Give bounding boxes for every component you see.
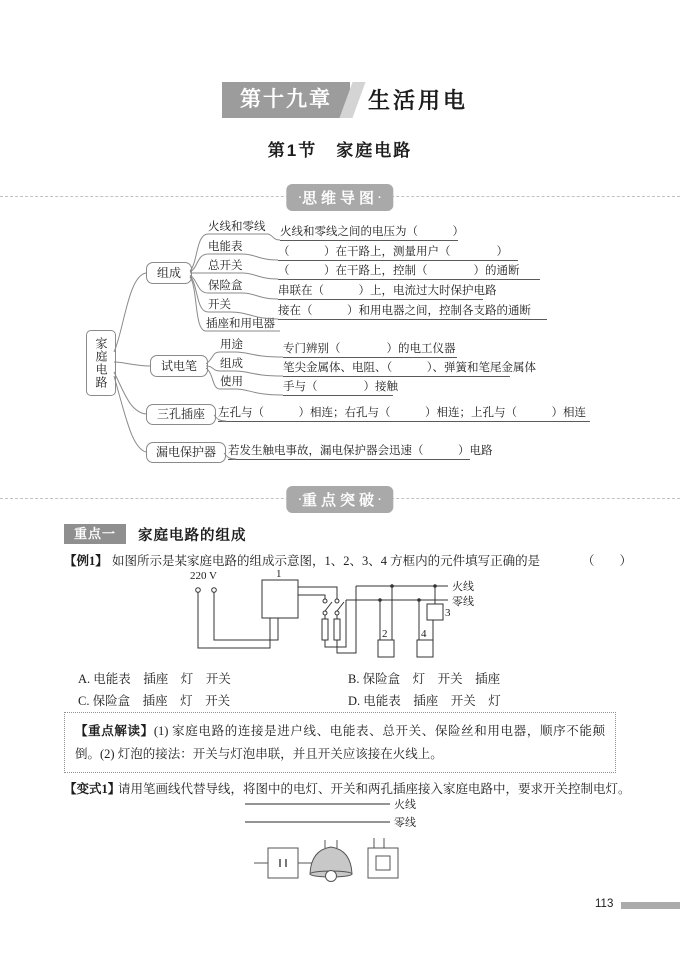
mindmap-badge (286, 184, 393, 211)
component-box-4 (417, 640, 433, 657)
badge-dot: · (298, 494, 302, 506)
wire (325, 600, 346, 647)
option-d (348, 691, 501, 709)
keypoints-badge (286, 486, 393, 513)
supply-wire (198, 592, 270, 648)
mindmap-fill-line: 笔尖金属体、电阻、（ ）、弹簧和笔尾金属体 (283, 360, 510, 377)
mindmap-fill-line: 火线和零线之间的电压为（ ） (280, 224, 458, 241)
box1-label: 1 (276, 568, 282, 580)
mindmap-fill-line: 接在（ ）和用电器之间，控制各支路的通断 (278, 303, 547, 320)
badge-dot: · (298, 192, 302, 204)
component-box-2 (378, 640, 394, 657)
variant1-text: 请用笔画线代替导线，将图中的电灯、开关和两孔插座接入家庭电路中，要求开关控制电灯。 (118, 782, 631, 796)
wire (325, 615, 337, 619)
lamp-rim (310, 871, 352, 877)
option-a (78, 669, 231, 687)
lamp-shade (310, 847, 352, 874)
switch-leads (374, 838, 384, 848)
option-c (78, 691, 230, 709)
option-text: 电能表 插座 灯 开关 (93, 672, 231, 686)
option-key: C. (78, 694, 90, 708)
switch-contact (323, 599, 327, 603)
mindmap-fill-line: （ ）在干路上，控制（ ）的通断 (278, 263, 540, 280)
interpretation-text: (1) 家庭电路的连接是进户线、电能表、总开关、保险丝和用电器，顺序不能颠倒。(2) 灯泡的接法：开关与灯泡串联，并且开关应该接在火线上。 (75, 724, 605, 761)
lamp-bulb (326, 871, 337, 882)
example1-tag: 【例1】 (64, 554, 108, 568)
switch-symbol-outer (368, 848, 398, 878)
mindmap-sublabel: 电能表 (208, 241, 243, 253)
voltage-label: 220 V (190, 570, 217, 582)
option-text: 电能表 插座 开关 灯 (363, 694, 501, 708)
mindmap-badge-label: 思维导图 (301, 190, 379, 207)
mindmap-branch-composition: 组成 (146, 262, 192, 284)
keypoints-badge-label: 重点突破 (301, 492, 379, 509)
switch-symbol-inner (376, 856, 390, 870)
supply-terminal (196, 588, 201, 593)
page-number-bar (621, 902, 680, 909)
mindmap-sublabel: 开关 (208, 299, 231, 311)
mindmap-sublabel: 使用 (220, 376, 243, 388)
switch-contact (323, 611, 327, 615)
mindmap-fill-line: 左孔与（ ）相连；右孔与（ ）相连；上孔与（ ）相连 (218, 405, 590, 422)
junction-dots (378, 584, 437, 602)
variant1-figure (245, 797, 416, 882)
wire (380, 586, 392, 640)
live-wire-label: 火线 (452, 581, 474, 593)
chapter-title: 生活用电 (368, 88, 469, 113)
mindmap-connectors (114, 234, 283, 459)
mindmap-fill-line: 串联在（ ）上，电流过大时保护电路 (278, 283, 483, 300)
option-b (348, 669, 500, 687)
wire (419, 600, 433, 640)
fuse (322, 619, 328, 640)
option-text: 保险盒 灯 开关 插座 (362, 672, 501, 686)
supply-terminal (212, 588, 217, 593)
switch-contact (335, 611, 339, 615)
neutral-wire-label: 零线 (452, 596, 474, 608)
neutral-wire-label: 零线 (394, 817, 416, 829)
mindmap-branch-tester-pen: 试电笔 (150, 355, 208, 377)
box3-label: 3 (445, 607, 451, 619)
mindmap-sublabel: 总开关 (208, 260, 243, 272)
option-key: D. (348, 694, 361, 708)
wire (298, 587, 337, 599)
option-key: A. (78, 672, 91, 686)
wire (298, 595, 325, 599)
mindmap-sublabel: 插座和用电器 (206, 318, 275, 330)
mindmap-sublabel: 保险盒 (208, 280, 243, 292)
switch-contact (335, 599, 339, 603)
socket-holes (280, 859, 286, 867)
example1-circuit-figure (190, 568, 474, 657)
mindmap-root-node (86, 330, 116, 396)
mindmap-branch-leakage-protector: 漏电保护器 (146, 442, 226, 463)
component-box-3 (427, 604, 443, 620)
mindmap-sublabel: 组成 (220, 358, 243, 370)
example1-question: 如图所示是某家庭电路的组成示意图，1、2、3、4 方框内的元件填写正确的是 (112, 554, 541, 568)
live-wire-label: 火线 (394, 799, 416, 811)
variant1-tag: 【变式1】 (64, 782, 121, 796)
mindmap-fill-line: 手与（ ）接触 (283, 379, 393, 396)
keypoint-title: 家庭电路的组成 (138, 528, 247, 544)
mindmap-fill-line: （ ）在干路上，测量用户（ ） (278, 244, 518, 261)
mindmap-fill-line: 专门辨别（ ）的电工仪器 (283, 341, 457, 358)
component-box-1 (262, 580, 298, 618)
mindmap-root-label: 家庭电路 (94, 337, 108, 389)
two-hole-socket-symbol (268, 848, 298, 878)
lamp-leads (325, 840, 337, 848)
example1-answer-blank: （ ） (582, 554, 633, 568)
switch-blade (337, 602, 344, 611)
mindmap-branch-socket: 三孔插座 (146, 404, 216, 425)
mindmap-sublabel: 火线和零线 (208, 221, 266, 233)
interpretation-box (64, 712, 616, 773)
badge-dot: · (378, 192, 382, 204)
supply-wire (214, 592, 278, 640)
mindmap-fill-line: 若发生触电事故，漏电保护器会迅速（ ）电路 (228, 443, 470, 460)
chapter-badge: 第十九章 (222, 82, 350, 118)
section-title: 第1节 家庭电路 (267, 141, 413, 160)
box4-label: 4 (421, 628, 427, 640)
option-text: 保险盒 插座 灯 开关 (92, 694, 231, 708)
wire (337, 586, 356, 653)
fuse (334, 619, 340, 640)
switch-blade (325, 602, 332, 611)
option-key: B. (348, 672, 360, 686)
keypoint-tag: 重点一 (64, 524, 126, 544)
mindmap-sublabel: 用途 (220, 339, 243, 351)
badge-dot: · (378, 494, 382, 506)
interpretation-tag: 【重点解读】 (75, 724, 154, 738)
page-number: 113 (595, 898, 614, 910)
box2-label: 2 (382, 628, 388, 640)
